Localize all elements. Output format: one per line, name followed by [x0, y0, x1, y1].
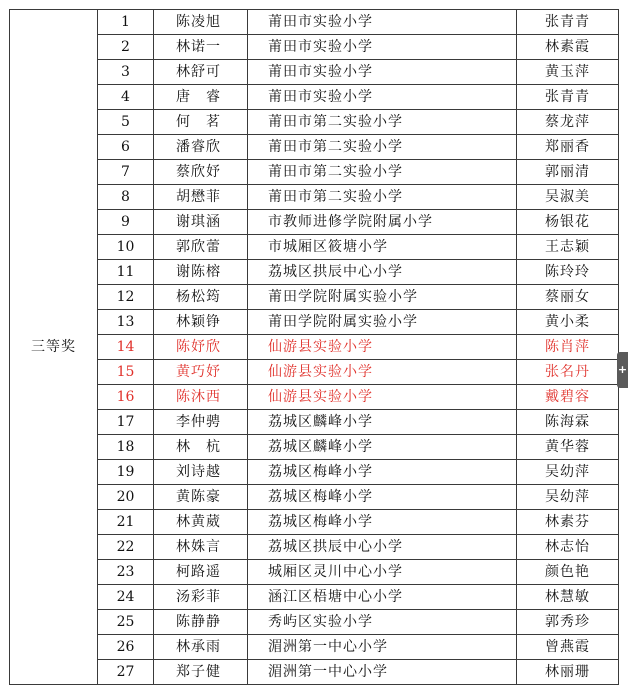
- table-row: [10, 35, 619, 60]
- row-number-cell: 25: [98, 610, 154, 635]
- school-name-cell: 仙游县实验小学: [248, 360, 517, 385]
- student-name-cell: 蔡欣妤: [154, 160, 248, 185]
- table-row: [10, 510, 619, 535]
- table-row: [10, 85, 619, 110]
- student-name-cell: 汤彩菲: [154, 585, 248, 610]
- row-number-cell: 24: [98, 585, 154, 610]
- table-row: [10, 410, 619, 435]
- row-number-cell: 20: [98, 485, 154, 510]
- table-row: [10, 560, 619, 585]
- teacher-name-cell: 陈海霖: [517, 410, 619, 435]
- row-number-cell: 21: [98, 510, 154, 535]
- teacher-name-cell: 蔡龙萍: [517, 110, 619, 135]
- row-number-cell: 17: [98, 410, 154, 435]
- student-name-cell: 陈凌旭: [154, 10, 248, 35]
- school-name-cell: 莆田学院附属实验小学: [248, 285, 517, 310]
- row-number-cell: 26: [98, 635, 154, 660]
- student-name-cell: 林承雨: [154, 635, 248, 660]
- teacher-name-cell: 王志颖: [517, 235, 619, 260]
- student-name-cell: 杨松筠: [154, 285, 248, 310]
- student-name-cell: 何 茗: [154, 110, 248, 135]
- teacher-name-cell: 林丽珊: [517, 660, 619, 685]
- student-name-cell: 潘睿欣: [154, 135, 248, 160]
- student-name-cell: 郭欣蕾: [154, 235, 248, 260]
- teacher-name-cell: 杨银花: [517, 210, 619, 235]
- table-row: [10, 235, 619, 260]
- school-name-cell: 荔城区拱辰中心小学: [248, 260, 517, 285]
- student-name-cell: 唐 睿: [154, 85, 248, 110]
- table-body: [10, 10, 619, 685]
- table-row: [10, 460, 619, 485]
- student-name-cell: 林诺一: [154, 35, 248, 60]
- row-number-cell: 19: [98, 460, 154, 485]
- award-table: [9, 9, 619, 685]
- table-row: [10, 360, 619, 385]
- table-row: [10, 660, 619, 685]
- student-name-cell: 林舒可: [154, 60, 248, 85]
- teacher-name-cell: 林慧敏: [517, 585, 619, 610]
- row-number-cell: 7: [98, 160, 154, 185]
- school-name-cell: 莆田市实验小学: [248, 60, 517, 85]
- teacher-name-cell: 吴幼萍: [517, 485, 619, 510]
- teacher-name-cell: 蔡丽女: [517, 285, 619, 310]
- teacher-name-cell: 陈肖萍: [517, 335, 619, 360]
- school-name-cell: 荔城区麟峰小学: [248, 435, 517, 460]
- teacher-name-cell: 吴淑美: [517, 185, 619, 210]
- row-number-cell: 15: [98, 360, 154, 385]
- row-number-cell: 8: [98, 185, 154, 210]
- school-name-cell: 荔城区梅峰小学: [248, 485, 517, 510]
- teacher-name-cell: 黄玉萍: [517, 60, 619, 85]
- school-name-cell: 荔城区拱辰中心小学: [248, 535, 517, 560]
- teacher-name-cell: 郭秀珍: [517, 610, 619, 635]
- teacher-name-cell: 张青青: [517, 10, 619, 35]
- table-row: [10, 185, 619, 210]
- teacher-name-cell: 郑丽香: [517, 135, 619, 160]
- teacher-name-cell: 张青青: [517, 85, 619, 110]
- school-name-cell: 莆田市第二实验小学: [248, 185, 517, 210]
- school-name-cell: 莆田市第二实验小学: [248, 135, 517, 160]
- student-name-cell: 黄巧妤: [154, 360, 248, 385]
- school-name-cell: 莆田学院附属实验小学: [248, 310, 517, 335]
- student-name-cell: 林颖铮: [154, 310, 248, 335]
- table-row: [10, 610, 619, 635]
- table-row: [10, 635, 619, 660]
- school-name-cell: 莆田市实验小学: [248, 10, 517, 35]
- teacher-name-cell: 黄小柔: [517, 310, 619, 335]
- table-row: [10, 285, 619, 310]
- row-number-cell: 23: [98, 560, 154, 585]
- teacher-name-cell: 吴幼萍: [517, 460, 619, 485]
- row-number-cell: 18: [98, 435, 154, 460]
- student-name-cell: 谢琪涵: [154, 210, 248, 235]
- school-name-cell: 莆田市实验小学: [248, 35, 517, 60]
- table-row: [10, 60, 619, 85]
- school-name-cell: 秀屿区实验小学: [248, 610, 517, 635]
- table-row: [10, 485, 619, 510]
- row-number-cell: 16: [98, 385, 154, 410]
- teacher-name-cell: 林素霞: [517, 35, 619, 60]
- row-number-cell: 3: [98, 60, 154, 85]
- row-number-cell: 5: [98, 110, 154, 135]
- school-name-cell: 市城厢区筱塘小学: [248, 235, 517, 260]
- student-name-cell: 谢陈榕: [154, 260, 248, 285]
- table-row: [10, 160, 619, 185]
- row-number-cell: 6: [98, 135, 154, 160]
- school-name-cell: 市教师进修学院附属小学: [248, 210, 517, 235]
- table-row: [10, 535, 619, 560]
- row-number-cell: 10: [98, 235, 154, 260]
- row-number-cell: 4: [98, 85, 154, 110]
- school-name-cell: 湄洲第一中心小学: [248, 660, 517, 685]
- row-number-cell: 27: [98, 660, 154, 685]
- table-row: [10, 335, 619, 360]
- table-row: [10, 310, 619, 335]
- school-name-cell: 荔城区麟峰小学: [248, 410, 517, 435]
- table-row: [10, 435, 619, 460]
- student-name-cell: 陈沐西: [154, 385, 248, 410]
- teacher-name-cell: 林志怡: [517, 535, 619, 560]
- teacher-name-cell: 郭丽清: [517, 160, 619, 185]
- school-name-cell: 莆田市第二实验小学: [248, 160, 517, 185]
- teacher-name-cell: 张名丹: [517, 360, 619, 385]
- student-name-cell: 刘诗越: [154, 460, 248, 485]
- school-name-cell: 涵江区梧塘中心小学: [248, 585, 517, 610]
- table-row: [10, 10, 619, 35]
- student-name-cell: 柯路遥: [154, 560, 248, 585]
- student-name-cell: 郑子健: [154, 660, 248, 685]
- table-row: [10, 385, 619, 410]
- table-row: [10, 110, 619, 135]
- teacher-name-cell: 戴碧容: [517, 385, 619, 410]
- award-level-cell: 三等奖: [10, 10, 98, 685]
- student-name-cell: 陈妤欣: [154, 335, 248, 360]
- row-number-cell: 22: [98, 535, 154, 560]
- student-name-cell: 胡懋菲: [154, 185, 248, 210]
- student-name-cell: 李仲骋: [154, 410, 248, 435]
- teacher-name-cell: 曾燕霞: [517, 635, 619, 660]
- row-number-cell: 14: [98, 335, 154, 360]
- student-name-cell: 陈静静: [154, 610, 248, 635]
- expand-handle[interactable]: +: [617, 352, 628, 388]
- school-name-cell: 仙游县实验小学: [248, 335, 517, 360]
- school-name-cell: 莆田市第二实验小学: [248, 110, 517, 135]
- table-row: [10, 210, 619, 235]
- table-row: [10, 260, 619, 285]
- row-number-cell: 11: [98, 260, 154, 285]
- school-name-cell: 荔城区梅峰小学: [248, 510, 517, 535]
- teacher-name-cell: 黄华蓉: [517, 435, 619, 460]
- table-row: [10, 135, 619, 160]
- student-name-cell: 黄陈豪: [154, 485, 248, 510]
- school-name-cell: 荔城区梅峰小学: [248, 460, 517, 485]
- row-number-cell: 2: [98, 35, 154, 60]
- student-name-cell: 林 杭: [154, 435, 248, 460]
- student-name-cell: 林黄葳: [154, 510, 248, 535]
- school-name-cell: 城厢区灵川中心小学: [248, 560, 517, 585]
- table-row: [10, 585, 619, 610]
- row-number-cell: 1: [98, 10, 154, 35]
- school-name-cell: 莆田市实验小学: [248, 85, 517, 110]
- student-name-cell: 林姝言: [154, 535, 248, 560]
- teacher-name-cell: 林素芬: [517, 510, 619, 535]
- school-name-cell: 仙游县实验小学: [248, 385, 517, 410]
- school-name-cell: 湄洲第一中心小学: [248, 635, 517, 660]
- row-number-cell: 13: [98, 310, 154, 335]
- teacher-name-cell: 颜色艳: [517, 560, 619, 585]
- row-number-cell: 12: [98, 285, 154, 310]
- row-number-cell: 9: [98, 210, 154, 235]
- teacher-name-cell: 陈玲玲: [517, 260, 619, 285]
